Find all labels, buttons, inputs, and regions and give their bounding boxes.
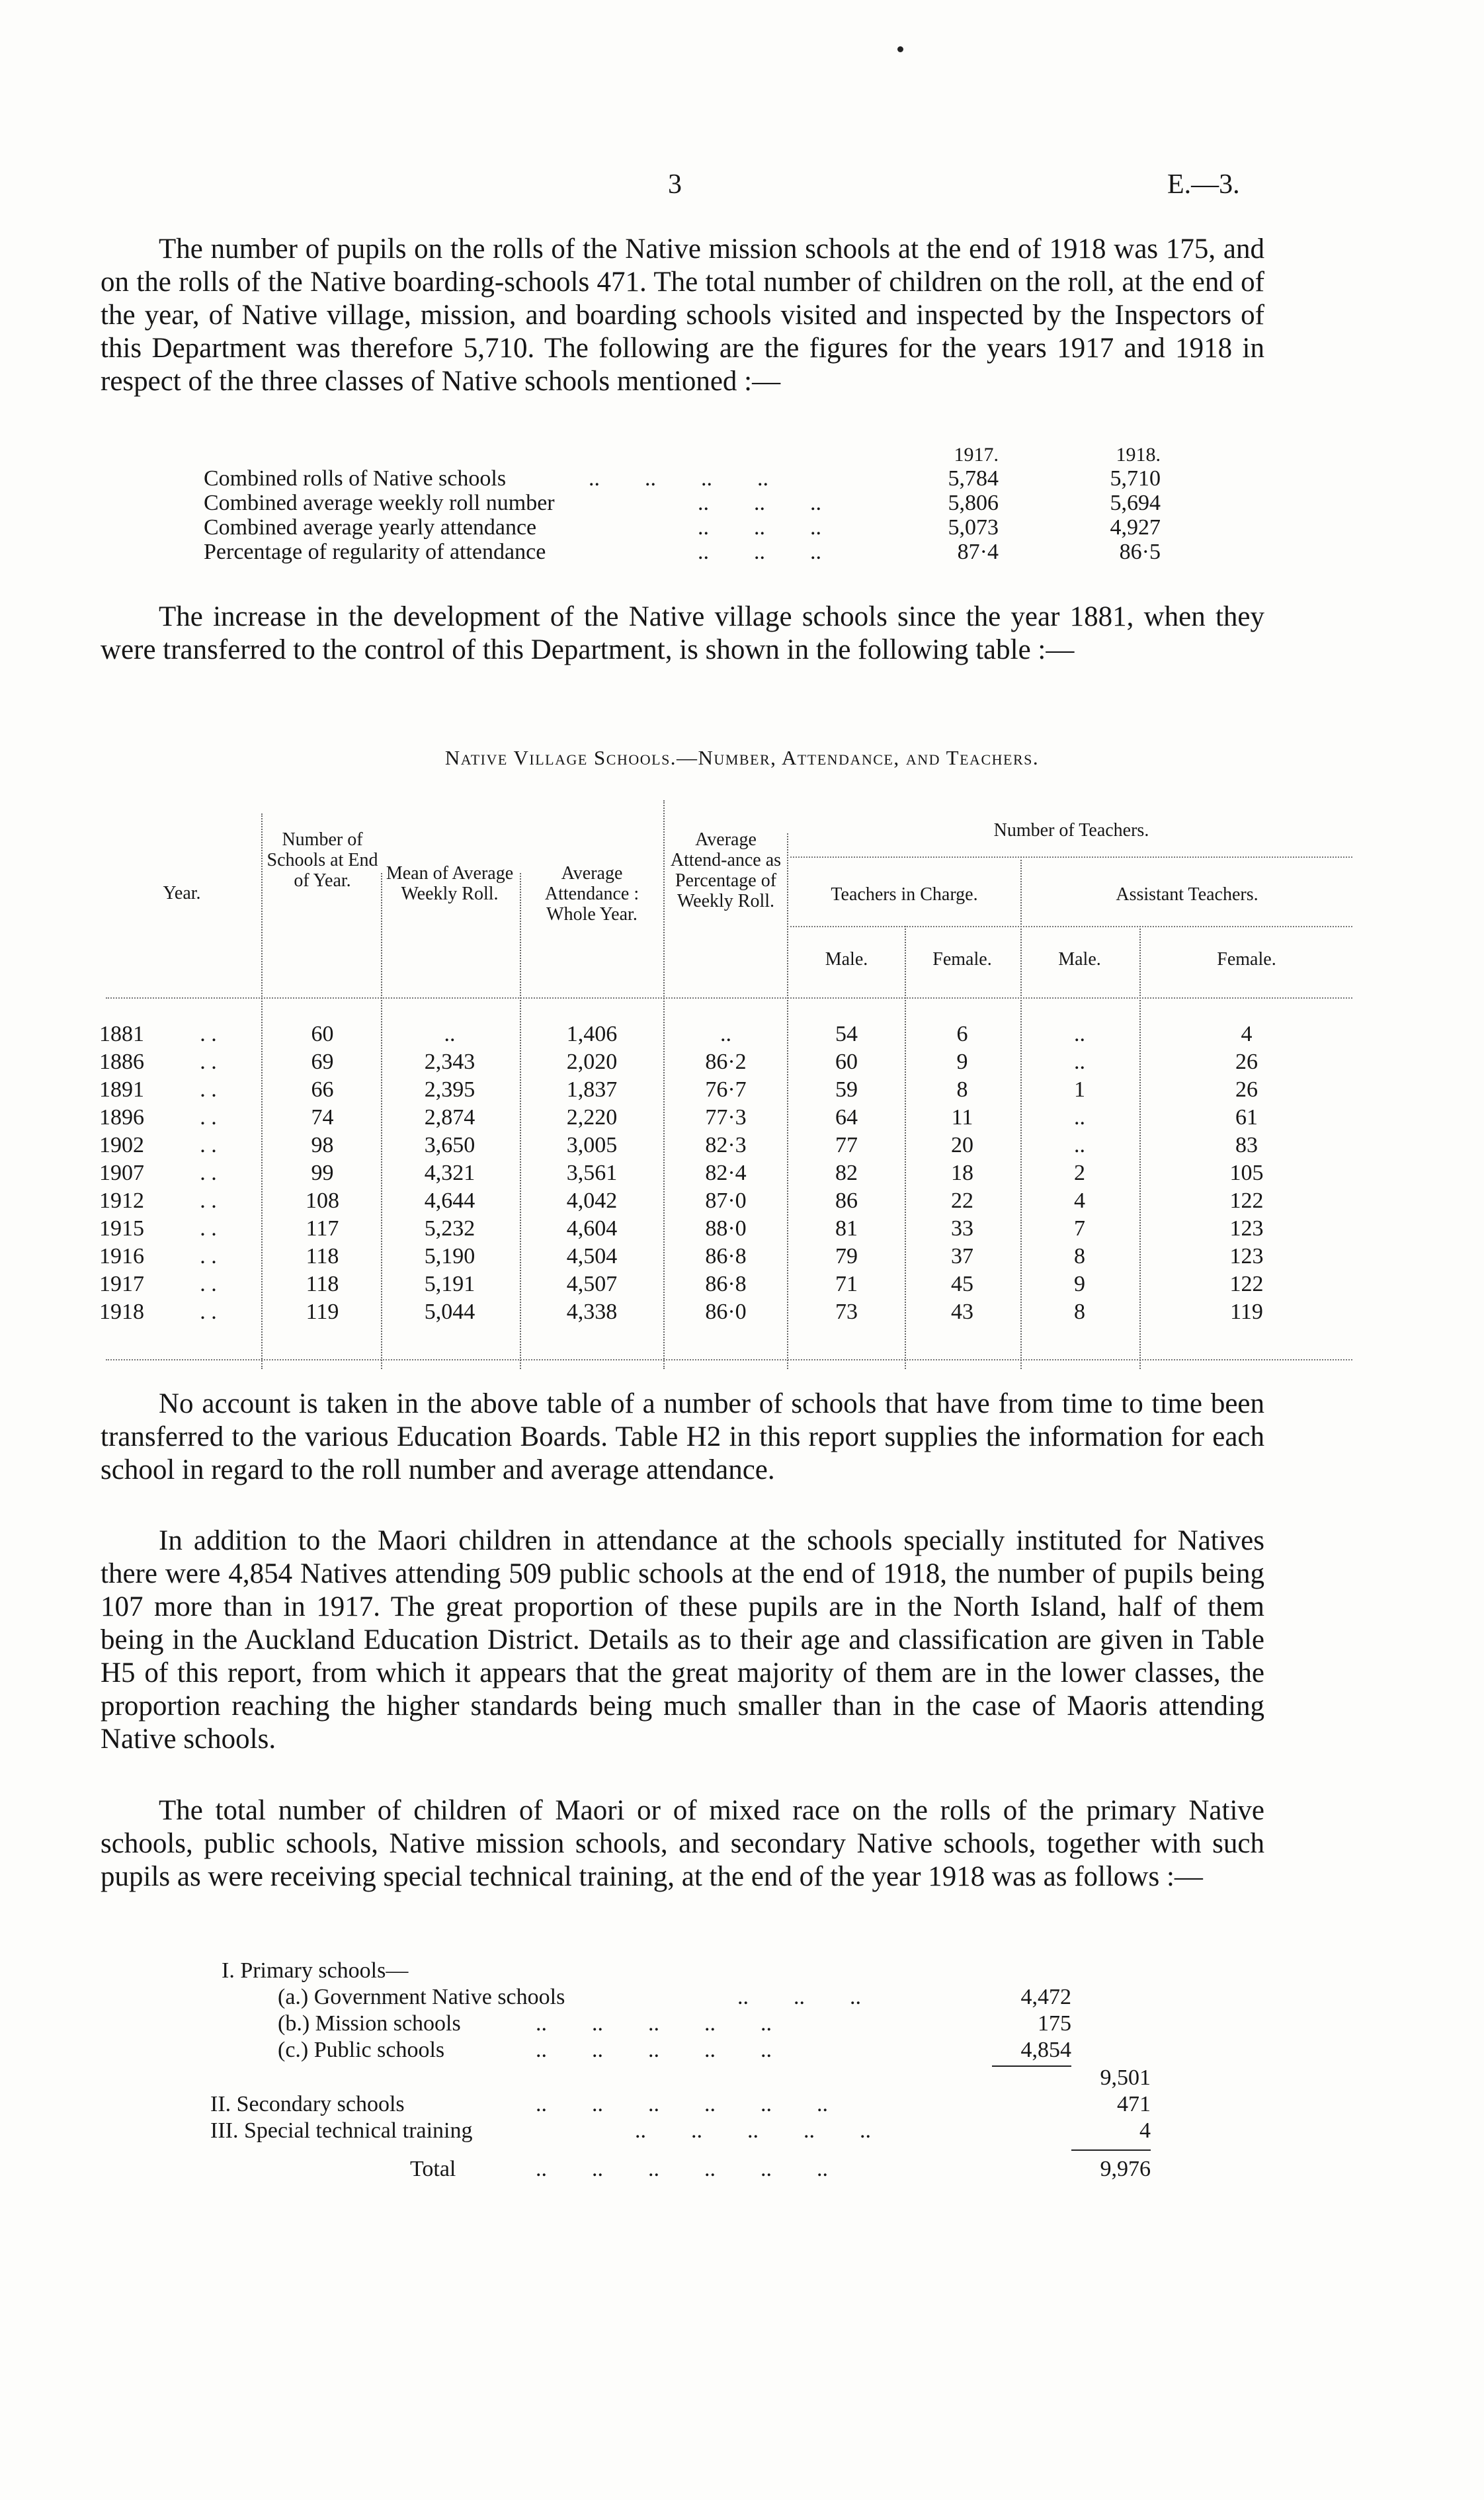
cell-attendance: 4,604 bbox=[566, 1216, 618, 1241]
cell-as-female: 122 bbox=[1229, 1272, 1264, 1296]
cell-schools: 117 bbox=[306, 1216, 339, 1241]
cell-tc-male: 82 bbox=[835, 1161, 858, 1185]
summary-item-label: (b.) Mission schools bbox=[278, 2011, 461, 2036]
cell-year: 1886 bbox=[99, 1050, 144, 1074]
summary-item-label: (a.) Government Native schools bbox=[278, 1985, 565, 2009]
cell-as-female: 26 bbox=[1235, 1050, 1258, 1074]
cell-tc-male: 81 bbox=[835, 1216, 858, 1241]
value-1918: 5,694 bbox=[1110, 491, 1161, 515]
header-tc-female: Female. bbox=[932, 949, 992, 970]
secondary-value: 471 bbox=[1117, 2092, 1151, 2116]
cell-tc-male: 60 bbox=[835, 1050, 858, 1074]
cell-mean: 5,044 bbox=[424, 1300, 475, 1324]
cell-schools: 69 bbox=[311, 1050, 334, 1074]
cell-attendance: 2,220 bbox=[566, 1105, 618, 1130]
table-row bbox=[0, 1133, 1484, 1161]
cell-mean: 4,321 bbox=[424, 1161, 475, 1185]
cell-schools: 98 bbox=[311, 1133, 334, 1157]
cell-tc-male: 73 bbox=[835, 1300, 858, 1324]
technical-label: III. Special technical training bbox=[210, 2118, 473, 2143]
cell-as-female: 4 bbox=[1241, 1022, 1253, 1046]
cell-mean: 5,191 bbox=[424, 1272, 475, 1296]
cell-as-male: 8 bbox=[1074, 1300, 1085, 1324]
header-mean-roll: Mean of Average Weekly Roll. bbox=[386, 863, 514, 904]
primary-label: I. Primary schools— bbox=[222, 1958, 409, 1983]
comparison-row bbox=[0, 491, 1484, 516]
cell-as-female: 83 bbox=[1235, 1133, 1258, 1157]
cell-tc-female: 22 bbox=[951, 1188, 973, 1213]
summary-item-label: (c.) Public schools bbox=[278, 2038, 445, 2062]
header-as-female: Female. bbox=[1217, 949, 1276, 970]
rule-table-bottom bbox=[106, 1359, 1352, 1360]
cell-attendance: 4,507 bbox=[566, 1272, 618, 1296]
cell-as-female: 26 bbox=[1235, 1077, 1258, 1102]
cell-tc-male: 59 bbox=[835, 1077, 858, 1102]
report-code: E.—3. bbox=[1167, 169, 1240, 200]
header-as-male: Male. bbox=[1058, 949, 1101, 970]
table-row bbox=[0, 1022, 1484, 1050]
table-row bbox=[0, 1188, 1484, 1216]
table-title: Native Village Schools.—Number, Attendance, and Teachers. bbox=[444, 746, 1040, 769]
cell-as-male: .. bbox=[1074, 1022, 1085, 1046]
village-schools-table bbox=[0, 800, 1484, 1382]
cell-pct: 86·8 bbox=[705, 1244, 747, 1269]
cell-year: 1881 bbox=[99, 1022, 144, 1046]
cell-as-male: 7 bbox=[1074, 1216, 1085, 1241]
cell-as-male: 8 bbox=[1074, 1244, 1085, 1269]
table-row bbox=[0, 1272, 1484, 1300]
cell-pct: 86·8 bbox=[705, 1272, 747, 1296]
comparison-row bbox=[0, 467, 1484, 491]
cell-attendance: 2,020 bbox=[566, 1050, 618, 1074]
leader-dots: .. .. .. bbox=[698, 491, 821, 515]
cell-dots: . . bbox=[200, 1272, 217, 1296]
comparison-label: Combined rolls of Native schools bbox=[204, 466, 507, 491]
cell-pct: 82·3 bbox=[705, 1133, 747, 1157]
value-1918: 4,927 bbox=[1110, 515, 1161, 540]
table-row bbox=[0, 1300, 1484, 1327]
cell-year: 1902 bbox=[99, 1133, 144, 1157]
comparison-label: Percentage of regularity of attendance bbox=[204, 540, 546, 564]
cell-as-female: 123 bbox=[1229, 1216, 1264, 1241]
cell-dots: . . bbox=[200, 1216, 217, 1241]
primary-total: 9,501 bbox=[1100, 2065, 1151, 2090]
cell-mean: 5,190 bbox=[424, 1244, 475, 1269]
cell-schools: 74 bbox=[311, 1105, 334, 1130]
technical-value: 4 bbox=[1139, 2118, 1151, 2143]
summary-item-value: 4,472 bbox=[1020, 1985, 1071, 2009]
table-row bbox=[0, 1105, 1484, 1133]
paragraph bbox=[101, 1388, 1264, 1487]
cell-year: 1891 bbox=[99, 1077, 144, 1102]
cell-pct: 86·2 bbox=[705, 1050, 747, 1074]
value-1918: 5,710 bbox=[1110, 466, 1161, 491]
cell-year: 1907 bbox=[99, 1161, 144, 1185]
cell-dots: . . bbox=[200, 1244, 217, 1269]
summary-table bbox=[0, 1958, 1484, 2222]
cell-year: 1915 bbox=[99, 1216, 144, 1241]
paragraph-text: No account is taken in the above table of a number of schools that have from time to time been transferred to the various Education Boards. Table H2 in this report supplies the information for each school in regard to the roll number and average attendance. bbox=[101, 1388, 1264, 1485]
cell-tc-male: 54 bbox=[835, 1022, 858, 1046]
value-1917: 5,806 bbox=[948, 491, 999, 515]
cell-tc-male: 79 bbox=[835, 1244, 858, 1269]
cell-as-female: 122 bbox=[1229, 1188, 1264, 1213]
cell-mean: 3,650 bbox=[424, 1133, 475, 1157]
summary-item-value: 4,854 bbox=[1020, 2038, 1071, 2062]
cell-tc-female: 43 bbox=[951, 1300, 973, 1324]
leader-dots: .. .. .. .. .. .. bbox=[536, 2092, 828, 2116]
cell-schools: 66 bbox=[311, 1077, 334, 1102]
cell-tc-male: 71 bbox=[835, 1272, 858, 1296]
cell-schools: 108 bbox=[306, 1188, 339, 1213]
summary-item-value: 175 bbox=[1038, 2011, 1071, 2036]
leader-dots: .. .. .. .. .. bbox=[536, 2038, 772, 2062]
value-1917: 5,073 bbox=[948, 515, 999, 540]
secondary-label: II. Secondary schools bbox=[210, 2092, 405, 2116]
value-1918: 86·5 bbox=[1119, 540, 1161, 564]
value-1917: 87·4 bbox=[957, 540, 999, 564]
cell-tc-male: 77 bbox=[835, 1133, 858, 1157]
cell-as-male: 9 bbox=[1074, 1272, 1085, 1296]
cell-as-male: 2 bbox=[1074, 1161, 1085, 1185]
total-label: Total bbox=[410, 2157, 456, 2181]
cell-tc-female: 45 bbox=[951, 1272, 973, 1296]
cell-pct: .. bbox=[720, 1022, 731, 1046]
header-attendance: Average Attendance : Whole Year. bbox=[544, 863, 639, 925]
cell-year: 1896 bbox=[99, 1105, 144, 1130]
cell-schools: 60 bbox=[311, 1022, 334, 1046]
leader-dots: .. .. .. .. .. bbox=[536, 2011, 772, 2036]
cell-as-female: 61 bbox=[1235, 1105, 1258, 1130]
cell-pct: 88·0 bbox=[705, 1216, 747, 1241]
col-1918: 1918. bbox=[1116, 444, 1161, 466]
cell-dots: . . bbox=[200, 1105, 217, 1130]
cell-schools: 118 bbox=[306, 1244, 339, 1269]
total-value: 9,976 bbox=[1100, 2157, 1151, 2181]
comparison-label: Combined average weekly roll number bbox=[204, 491, 555, 515]
paragraph bbox=[101, 1794, 1264, 1894]
cell-dots: . . bbox=[200, 1300, 217, 1324]
header-year: Year. bbox=[163, 883, 201, 903]
comparison-table bbox=[0, 443, 1484, 575]
page-number: 3 bbox=[668, 169, 682, 200]
cell-tc-female: 9 bbox=[956, 1050, 968, 1074]
cell-schools: 118 bbox=[306, 1272, 339, 1296]
cell-pct: 77·3 bbox=[705, 1105, 747, 1130]
value-1917: 5,784 bbox=[948, 466, 999, 491]
table-row bbox=[0, 1161, 1484, 1188]
leader-dots: .. .. .. bbox=[698, 540, 821, 564]
paragraph-text: In addition to the Maori children in attendance at the schools specially instituted for Natives there were 4,854 Natives attending 509 public schools at the end of 1918, the number of pupils being 107 more than in 1917. The great proportion of these pupils are in the North Island, half of them being in the Auckland Education District. Details as to their age and classification are given in Table H5 of this report, from which it appears that the great majority of them are in the lower classes, the proportion reaching the higher standards being much smaller than in the case of Maoris attending Native schools. bbox=[101, 1525, 1264, 1755]
increase-paragraph bbox=[101, 601, 1264, 667]
cell-year: 1918 bbox=[99, 1300, 144, 1324]
leader-dots: .. .. .. bbox=[737, 1985, 861, 2009]
header-assistant: Assistant Teachers. bbox=[1116, 884, 1258, 905]
cell-tc-female: 18 bbox=[951, 1161, 973, 1185]
total-rule bbox=[1071, 2149, 1151, 2151]
cell-attendance: 1,406 bbox=[566, 1022, 618, 1046]
cell-pct: 76·7 bbox=[705, 1077, 747, 1102]
rule-teachers bbox=[790, 856, 1352, 858]
cell-pct: 86·0 bbox=[705, 1300, 747, 1324]
leader-dots: .. .. .. .. .. .. bbox=[536, 2157, 828, 2181]
cell-as-male: .. bbox=[1074, 1133, 1085, 1157]
cell-schools: 119 bbox=[306, 1300, 339, 1324]
cell-pct: 82·4 bbox=[705, 1161, 747, 1185]
cell-as-male: 1 bbox=[1074, 1077, 1085, 1102]
cell-tc-male: 86 bbox=[835, 1188, 858, 1213]
header-teachers: Number of Teachers. bbox=[993, 820, 1149, 841]
cell-mean: 2,874 bbox=[424, 1105, 475, 1130]
cell-tc-male: 64 bbox=[835, 1105, 858, 1130]
cell-as-female: 105 bbox=[1229, 1161, 1264, 1185]
cell-dots: . . bbox=[200, 1133, 217, 1157]
header-schools: Number of Schools at End of Year. bbox=[267, 829, 378, 891]
comparison-label: Combined average yearly attendance bbox=[204, 515, 537, 540]
table-row bbox=[0, 1216, 1484, 1244]
cell-attendance: 3,561 bbox=[566, 1161, 618, 1185]
cell-attendance: 3,005 bbox=[566, 1133, 618, 1157]
cell-as-male: 4 bbox=[1074, 1188, 1085, 1213]
table-row bbox=[0, 1077, 1484, 1105]
cell-attendance: 4,042 bbox=[566, 1188, 618, 1213]
cell-as-female: 119 bbox=[1230, 1300, 1263, 1324]
cell-tc-female: 37 bbox=[951, 1244, 973, 1269]
intro-paragraph bbox=[101, 233, 1264, 398]
cell-pct: 87·0 bbox=[705, 1188, 747, 1213]
cell-tc-female: 8 bbox=[956, 1077, 968, 1102]
ink-dot bbox=[897, 46, 903, 52]
leader-dots: .. .. .. .. .. bbox=[635, 2118, 871, 2143]
cell-attendance: 1,837 bbox=[566, 1077, 618, 1102]
paragraph bbox=[101, 1524, 1264, 1756]
table-row bbox=[0, 1050, 1484, 1077]
cell-mean: 5,232 bbox=[424, 1216, 475, 1241]
leader-dots: .. .. .. .. bbox=[589, 466, 768, 491]
cell-as-male: .. bbox=[1074, 1050, 1085, 1074]
cell-year: 1912 bbox=[99, 1188, 144, 1213]
cell-schools: 99 bbox=[311, 1161, 334, 1185]
leader-dots: .. .. .. bbox=[698, 515, 821, 540]
header-tc-male: Male. bbox=[825, 949, 868, 970]
cell-mean: 2,395 bbox=[424, 1077, 475, 1102]
table-row bbox=[0, 1244, 1484, 1272]
cell-dots: . . bbox=[200, 1022, 217, 1046]
cell-tc-female: 6 bbox=[956, 1022, 968, 1046]
cell-mean: .. bbox=[444, 1022, 456, 1046]
rule-header-bottom bbox=[106, 997, 1352, 999]
rule-subgroups bbox=[790, 926, 1352, 927]
intro-text: The number of pupils on the rolls of the Native mission schools at the end of 1918 was 175, and on the rolls of the Native boarding-schools 471. The total number of children on the roll, at the end of the year, of Native village, mission, and boarding schools visited and inspected by the Inspectors of this Department was therefore 5,710. The following are the figures for the years 1917 and 1918 in respect of the three classes of Native schools mentioned :— bbox=[101, 233, 1264, 397]
cell-dots: . . bbox=[200, 1161, 217, 1185]
cell-mean: 4,644 bbox=[424, 1188, 475, 1213]
cell-dots: . . bbox=[200, 1050, 217, 1074]
cell-attendance: 4,338 bbox=[566, 1300, 618, 1324]
cell-dots: . . bbox=[200, 1188, 217, 1213]
header-percentage: Average Attend-ance as Percentage of Weekly Roll. bbox=[670, 829, 782, 911]
cell-tc-female: 11 bbox=[951, 1105, 973, 1130]
cell-dots: . . bbox=[200, 1077, 217, 1102]
cell-attendance: 4,504 bbox=[566, 1244, 618, 1269]
cell-year: 1917 bbox=[99, 1272, 144, 1296]
subtotal-rule bbox=[992, 2065, 1071, 2067]
col-1917: 1917. bbox=[954, 444, 999, 466]
cell-as-female: 123 bbox=[1229, 1244, 1264, 1269]
cell-as-male: .. bbox=[1074, 1105, 1085, 1130]
comparison-row bbox=[0, 516, 1484, 540]
cell-tc-female: 20 bbox=[951, 1133, 973, 1157]
comparison-row bbox=[0, 540, 1484, 565]
paragraph-text: The total number of children of Maori or of mixed race on the rolls of the primary Native schools, public schools, Native mission schools, and secondary Native schools, together with such pupils as were receiving special technical training, at the end of the year 1918 was as follows :— bbox=[101, 1795, 1264, 1892]
cell-tc-female: 33 bbox=[951, 1216, 973, 1241]
cell-year: 1916 bbox=[99, 1244, 144, 1269]
header-in-charge: Teachers in Charge. bbox=[831, 884, 978, 905]
increase-text: The increase in the development of the Native village schools since the year 1881, when they were transferred to the control of this Department, is shown in the following table :— bbox=[101, 601, 1264, 665]
cell-mean: 2,343 bbox=[424, 1050, 475, 1074]
